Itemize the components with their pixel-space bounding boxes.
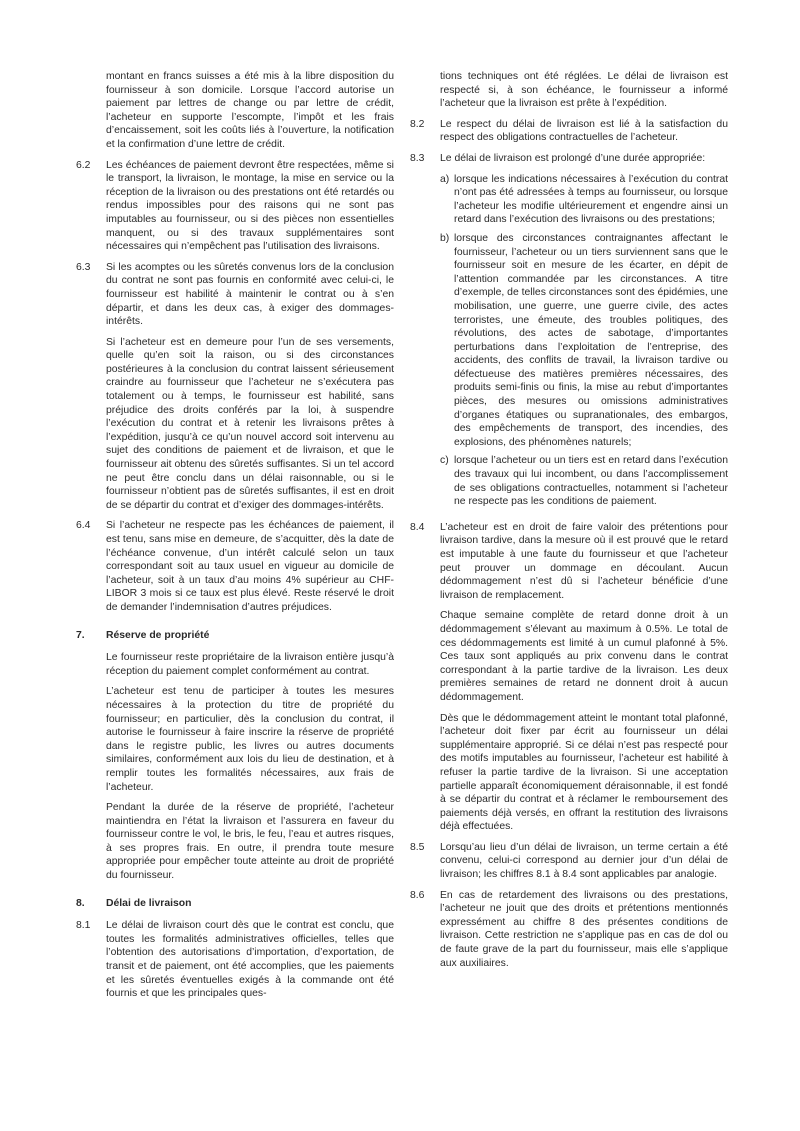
clause-6-4: [76, 519, 394, 614]
clause-text: Les échéances de paiement devront être respectées, même si le transport, la livraison, le montage, la mise en service ou la réception de la livraison ou des prestations ont été retardés ou rendus impossibles pour des raisons qui ne sont pas imputables au fournisseur, ou si des pièces non essentielles manquent, ou si des travaux supplémentaires sont nécessaires qui n’empêchent pas l’utilisation des livraisons.: [106, 159, 394, 253]
sub-item-text: lorsque des circonstances contraignantes affectant le fournisseur, l’acheteur ou un tiers surviennent sans que le fournisseur soit en mesure de les écarter, en dépit de l’attention commandée par les circonstances. A titre d’exemple, de telles circonstances sont des épidémies, une mobilisation, une guerre, une guerre civile, des actes terroristes, une émeute, des troubles politiques, des révolutions, des actes de sabotage, d’importantes perturbations dans l’exploitation de l’entreprise, des accidents, des conflits de travail, la livraison tardive ou défectueuse des matières premières nécessaires, des produits semi-finis ou finis, la mise au rebut d’importantes pièces, des mesures ou omissions administratives d’organes étatiques ou supranationales, des embargos, des empêchements de transport, des incendies, des explosions, des phénomènes naturels;: [454, 232, 728, 448]
clause-text: Lorsqu’au lieu d’un délai de livraison, un terme certain a été convenu, celui-ci correspond au dernier jour d’un délai de livraison; les chiffres 8.1 à 8.4 sont applicables par analogie.: [440, 841, 728, 881]
section-title: Délai de livraison: [106, 897, 192, 909]
sub-item: [440, 454, 728, 508]
clause-8-4: [410, 521, 728, 834]
section-title: Réserve de propriété: [106, 629, 210, 641]
continued-paragraph: tions techniques ont été réglées. Le délai de livraison est respecté si, à son échéance, le fournisseur a informé l’acheteur que la livraison est prête à l’expédition.: [440, 71, 728, 110]
section-number: 7.: [76, 629, 85, 641]
section-heading-7: [76, 629, 394, 643]
continued-paragraph: montant en francs suisses a été mis à la libre disposition du fournisseur à son domicile. Lorsque l’accord autorise un paiement par lettres de change ou par lettre de crédit, l’acheteur en supporte l’escompte, l’impôt et les frais d’encaissement, soit les coûts liés à l’ouverture, la notification et la confirmation d’une lettre de crédit.: [106, 71, 394, 150]
sub-item: [440, 232, 728, 450]
clause-8-6: [410, 889, 728, 971]
clause-text: Dès que le dédommagement atteint le montant total plafonné, l’acheteur doit fixer par écrit au fournisseur un délai supplémentaire approprié. Si ce délai n’est pas respecté pour des motifs imputables au fournisseur, l’acheteur est habilité à refuser la partie tardive de la livraison. Si une acceptation partielle apparaît économiquement déraisonnable, il est fondé à se départir du contrat et à réclamer le remboursement des paiements déjà versés, en offrant la restitution des livraisons déjà effectuées.: [440, 712, 728, 833]
clause-number: 8.5: [410, 841, 425, 853]
section-heading-8: [76, 897, 394, 911]
clause-number: 6.4: [76, 520, 91, 532]
clause-text: Chaque semaine complète de retard donne droit à un dédommagement s’élevant au maximum à 0.5%. Le total de ces dédommagements est limité à un cumul plafonné à 5%. Ces taux sont appliqués au prix convenu dans le contrat correspondant à la partie tardive de la livraison. Les deux premières semaines de retard ne donnent droit à aucun dédommagement.: [440, 610, 728, 703]
clause-8-2: [410, 118, 728, 145]
sub-item-label: c): [440, 455, 449, 467]
sub-item: [440, 173, 728, 227]
clause-text: Le fournisseur reste propriétaire de la livraison entière jusqu’à réception du paiement complet conformément au contrat.: [106, 652, 394, 677]
clause-number: 6.2: [76, 159, 91, 171]
clause-text: L’acheteur est tenu de participer à toutes les mesures nécessaires à la protection du titre de propriété du fournisseur; en particulier, dès la conclusion du contrat, il autorise le fournisseur à faire inscrire la réserve de propriété dans le registre public, les livres ou autres documents similaires, conformément aux lois du lieu de destination, et à remplir toutes les formalités nécessaires, aux frais de l’acheteur.: [106, 686, 394, 793]
clause-text: En cas de retardement des livraisons ou des prestations, l’acheteur ne jouit que des droits et prétentions mentionnés expressément au chiffre 8 des présentes conditions de livraison. Cette restriction ne s’applique pas en cas de dol ou de faute grave de la part du fournisseur, mais elle s’applique aux auxiliaires.: [440, 889, 728, 969]
clause-8-1: [76, 919, 394, 1001]
clause-text: Si l’acheteur est en demeure pour l’un de ses versements, quelle qu’en soit la raison, ou si des circonstances postérieures à la conclusion du contrat laissent sérieusement craindre au fournisseur que l’acheteur ne s’exécutera pas totalement ou à temps, le fournisseur est habilité, sans préjudice des droits conférés par la loi, à suspendre l’exécution du contrat et à retenir les livraisons prêtes à l’expédition, jusqu’à ce qu’un nouvel accord soit intervenu au sujet des conditions de paiement et de livraison, et que le fournisseur ait obtenu des sûretés suffisantes. Si un tel accord ne peut être conclu dans un délai raisonnable, ou si le fournisseur n’obtient pas de sûretés suffisantes, il est en droit de se départir du contrat et d’exiger des dommages-intérêts.: [106, 336, 394, 511]
left-column: [76, 70, 394, 1008]
clause-8-3: [410, 152, 728, 514]
sub-item-label: b): [440, 232, 450, 244]
clause-6-2: [76, 159, 394, 254]
clause-number: 8.2: [410, 118, 425, 130]
clause-number: 8.4: [410, 521, 425, 533]
clause-number: 8.6: [410, 889, 425, 901]
clause-number: 8.3: [410, 152, 425, 164]
clause-text: Si les acomptes ou les sûretés convenus lors de la conclusion du contrat ne sont pas fournis en conformité avec celui-ci, le fournisseur est habilité à maintenir le contrat ou à s’en départir, et dans les deux cas, à exiger des dommages-intérêts.: [106, 261, 394, 328]
clause-text: Pendant la durée de la réserve de propriété, l’acheteur maintiendra en l’état la livraison et l’assurera en faveur du fournisseur contre le vol, le bris, le feu, l’eau et autres risques, à ses propres frais. En outre, il prendra toute mesure appropriée pour empêcher toute atteinte au droit de propriété du fournisseur.: [106, 802, 394, 882]
section-number: 8.: [76, 897, 85, 909]
clause-text: Le respect du délai de livraison est lié à la satisfaction du respect des obligations contractuelles de l’acheteur.: [440, 118, 728, 144]
clause-8-5: [410, 841, 728, 882]
right-column: [410, 70, 728, 977]
clause-number: 8.1: [76, 920, 91, 932]
clause-text: Le délai de livraison est prolongé d’une durée appropriée:: [440, 152, 706, 164]
clause-text: Si l’acheteur ne respecte pas les échéances de paiement, il est tenu, sans mise en demeure, de s’acquitter, dès la date de l’échéance convenue, d’un intérêt calculé selon un taux correspondant soit au taux usuel en vigueur au domicile de l’acheteur, soit à un taux d’au moins 4% supérieur au CHF-LIBOR 3 mois si ce taux est plus élevé. Reste réservé le droit de demander l’indemnisation d’autres préjudices.: [106, 520, 394, 613]
clause-number: 6.3: [76, 261, 91, 273]
sub-item-text: lorsque les indications nécessaires à l’exécution du contrat n’ont pas été adressées à temps au fournisseur, ou lorsque l’acheteur les modifie ultérieurement et engendre ainsi un retard dans l’exécution des livraisons ou des prestations;: [454, 173, 728, 226]
sub-item-text: lorsque l’acheteur ou un tiers est en retard dans l’exécution des travaux qui lui incombent, ou dans l’accomplissement de ses obligations contractuelles, notamment si l’acheteur ne respecte pas les conditions de paiement.: [454, 455, 728, 508]
clause-text: Le délai de livraison court dès que le contrat est conclu, que toutes les formalités administratives officielles, telles que l’obtention des autorisations d’importation, d’exportation, de transit et de paiement, ont été accomplies, que les paiements et les sûretés éventuelles exigés à la commande ont été fournis et que les principales ques-: [106, 920, 394, 1000]
clause-6-3: [76, 261, 394, 513]
sub-item-label: a): [440, 173, 450, 185]
clause-text: L’acheteur est en droit de faire valoir des prétentions pour livraison tardive, dans la mesure où il est prouvé que le retard est imputable à une faute du fournisseur et que l’acheteur peut prouver un dommage en découlant. Aucun dédommagement n’est dû si l’acheteur bénéficie d’une livraison de remplacement.: [440, 521, 728, 601]
section-7-body: [76, 651, 394, 883]
sub-item-list: [440, 173, 728, 509]
